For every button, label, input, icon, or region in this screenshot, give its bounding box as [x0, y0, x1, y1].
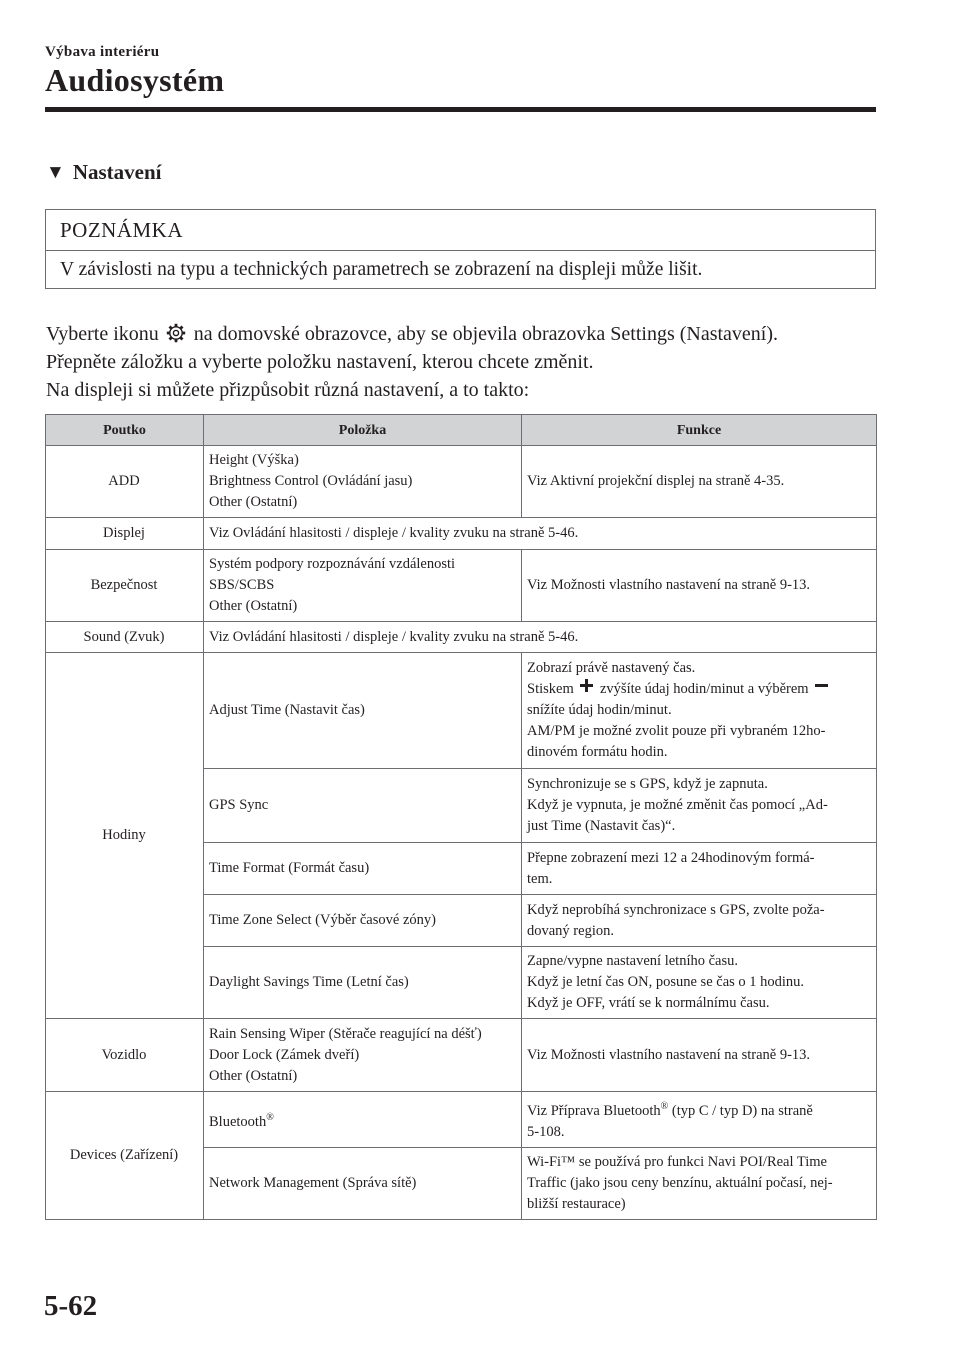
table-header-row — [46, 415, 877, 446]
section-title: Audiosystém — [45, 62, 225, 98]
column-header-item: Položka — [204, 415, 522, 446]
header-rule — [45, 107, 876, 112]
function-line: 5-108. — [527, 1123, 565, 1140]
function-text: zvýšíte údaj hodin/minut a výběrem — [599, 681, 809, 697]
function-line: Když je OFF, vrátí se k normálnímu času. — [527, 995, 770, 1011]
note-title: POZNÁMKA — [46, 210, 875, 251]
item-line: SBS/SCBS — [209, 577, 275, 593]
function-line: bližší restaurace) — [527, 1195, 626, 1212]
function-cell — [522, 1147, 877, 1219]
item-cell: Time Zone Select (Výběr časové zóny) — [204, 895, 522, 947]
function-line: Zobrazí právě nastavený čas. — [527, 660, 696, 676]
function-line: Když je letní čas ON, posune se čas o 1 hodinu. — [527, 974, 805, 990]
function-line: snížíte údaj hodin/minut. — [527, 702, 672, 718]
intro-line2: Přepněte záložku a vyberte položku nastavení, kterou chcete změnit. — [46, 351, 594, 373]
function-line: Přepne zobrazení mezi 12 a 24hodinovým formá- — [527, 849, 815, 866]
item-line: Height (Výška) — [209, 452, 299, 468]
table-row — [46, 1019, 877, 1092]
function-line: tem. — [527, 870, 553, 887]
item-cell: Time Format (Formát času) — [204, 843, 522, 895]
tab-cell-vozidlo: Vozidlo — [46, 1019, 204, 1092]
function-line: dovaný region. — [527, 922, 614, 939]
gear-icon — [166, 323, 186, 343]
item-line: Rain Sensing Wiper (Stěrače reagující na déšť) — [209, 1025, 482, 1042]
item-cell — [204, 446, 522, 518]
function-line: dinovém formátu hodin. — [527, 744, 668, 760]
intro-line1-start: Vyberte ikonu — [46, 323, 159, 345]
item-line: Other (Ostatní) — [209, 494, 298, 510]
function-cell: Viz Aktivní projekční displej na straně 4-35. — [522, 446, 877, 518]
intro-line3: Na displeji si můžete přizpůsobit různá nastavení, a to takto: — [46, 379, 530, 401]
function-line: Wi-Fi™ se používá pro funkci Navi POI/Real Time — [527, 1153, 827, 1170]
column-header-function: Funkce — [522, 415, 877, 446]
item-cell — [204, 1092, 522, 1148]
function-cell — [522, 843, 877, 895]
table-row — [46, 622, 877, 653]
function-line: Zapne/vypne nastavení letního času. — [527, 953, 738, 969]
function-text: Viz Příprava Bluetooth — [527, 1102, 661, 1119]
item-line: Systém podpory rozpoznávání vzdálenosti — [209, 556, 456, 572]
minus-icon — [815, 679, 828, 692]
triangle-marker-icon: ▼ — [46, 161, 65, 183]
plus-icon — [580, 679, 593, 692]
item-cell: GPS Sync — [204, 769, 522, 843]
item-line: Other (Ostatní) — [209, 1067, 298, 1084]
tab-cell-devices: Devices (Zařízení) — [46, 1092, 204, 1220]
function-cell: Viz Možnosti vlastního nastavení na straně 9-13. — [522, 1019, 877, 1092]
chapter-label: Výbava interiéru — [45, 44, 160, 60]
function-line: just Time (Nastavit čas)“. — [527, 818, 676, 834]
item-cell: Adjust Time (Nastavit čas) — [204, 653, 522, 769]
item-line: Door Lock (Zámek dveří) — [209, 1046, 360, 1063]
column-header-tab: Poutko — [46, 415, 204, 446]
item-cell — [204, 1019, 522, 1092]
intro-line1-end: na domovské obrazovce, aby se objevila obrazovka Settings (Nastavení). — [193, 323, 779, 345]
merged-cell: Viz Ovládání hlasitosti / displeje / kvality zvuku na straně 5-46. — [204, 518, 877, 550]
function-cell — [522, 895, 877, 947]
table-row — [46, 518, 877, 550]
function-line: AM/PM je možné zvolit pouze při vybraném 12ho- — [527, 723, 826, 739]
merged-cell: Viz Ovládání hlasitosti / displeje / kvality zvuku na straně 5-46. — [204, 622, 877, 653]
function-line: Synchronizuje se s GPS, když je zapnuta. — [527, 776, 768, 792]
item-cell: Daylight Savings Time (Letní čas) — [204, 947, 522, 1019]
tab-cell-displej: Displej — [46, 518, 204, 550]
function-cell — [522, 947, 877, 1019]
item-line: Other (Ostatní) — [209, 598, 298, 614]
item-line: Brightness Control (Ovládání jasu) — [209, 473, 413, 489]
registered-mark: ® — [266, 1111, 274, 1123]
item-cell — [204, 550, 522, 622]
function-text: (typ C / typ D) na straně — [668, 1102, 813, 1119]
function-cell — [522, 769, 877, 843]
table-row — [46, 1092, 877, 1148]
tab-cell-add: ADD — [46, 446, 204, 518]
function-line: Když neprobíhá synchronizace s GPS, zvolte poža- — [527, 901, 825, 918]
function-line: Když je vypnuta, je možné změnit čas pomocí „Ad- — [527, 797, 828, 813]
function-text: Stiskem — [527, 681, 574, 697]
subheading — [46, 160, 161, 185]
table-row — [46, 446, 877, 518]
intro-paragraph — [46, 320, 886, 404]
page-number: 5-62 — [44, 1290, 98, 1322]
registered-mark: ® — [660, 1101, 669, 1112]
function-line: Traffic (jako jsou ceny benzínu, aktuální počasí, nej- — [527, 1174, 833, 1191]
tab-cell-sound: Sound (Zvuk) — [46, 622, 204, 653]
table-row — [46, 550, 877, 622]
subheading-text: Nastavení — [72, 160, 162, 184]
function-cell — [522, 653, 877, 769]
table-row — [46, 653, 877, 769]
function-cell — [522, 1092, 877, 1148]
function-cell: Viz Možnosti vlastního nastavení na straně 9-13. — [522, 550, 877, 622]
settings-table — [45, 414, 877, 1220]
note-box — [45, 209, 876, 289]
function-line — [527, 1096, 870, 1122]
item-text: Bluetooth — [209, 1113, 267, 1130]
tab-cell-bezpecnost: Bezpečnost — [46, 550, 204, 622]
tab-cell-hodiny: Hodiny — [46, 653, 204, 1019]
item-cell: Network Management (Správa sítě) — [204, 1147, 522, 1219]
note-text: V závislosti na typu a technických parametrech se zobrazení na displeji může lišit. — [60, 259, 703, 280]
function-line — [527, 679, 870, 700]
